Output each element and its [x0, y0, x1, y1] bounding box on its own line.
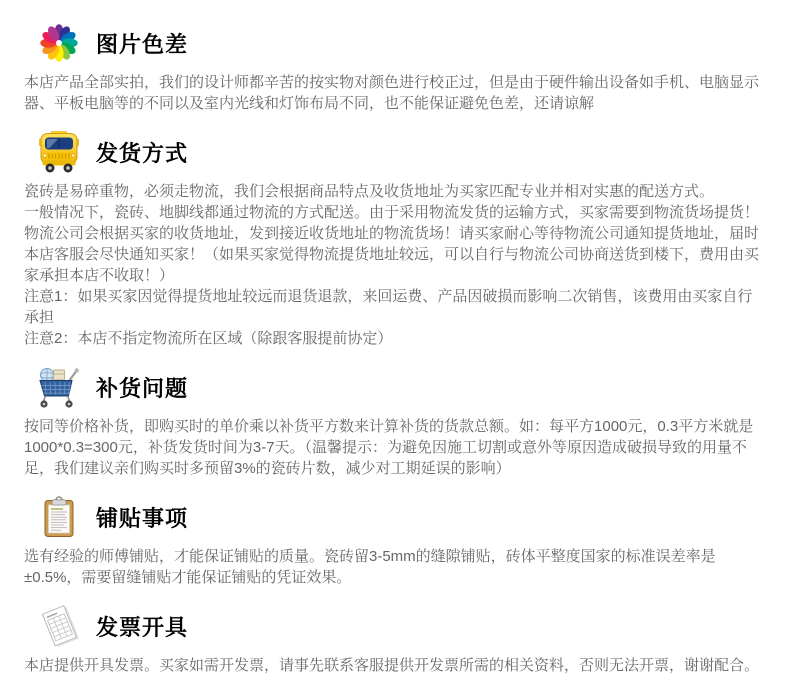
- body-paragraph: 选有经验的师傅铺贴，才能保证铺贴的质量。瓷砖留3-5mm的缝隙铺贴，砖体平整度国家的标准误差率是±0.5%，需要留缝铺贴才能保证铺贴的凭证效果。: [24, 548, 716, 586]
- cart-icon: [34, 362, 84, 412]
- section-invoice: [0, 601, 790, 676]
- section-body: [24, 546, 764, 588]
- color-wheel-icon: [34, 18, 84, 68]
- invoice-icon: [34, 601, 84, 651]
- section-header: [0, 492, 790, 542]
- truck-icon: [34, 127, 84, 177]
- section-color-difference: [0, 18, 790, 114]
- body-paragraph: 瓷砖是易碎重物，必须走物流，我们会根据商品特点及收货地址为买家匹配专业并相对实惠的配送方式。: [24, 183, 715, 200]
- section-header: [0, 601, 790, 651]
- section-title: 图片色差: [96, 31, 189, 57]
- section-header: [0, 18, 790, 68]
- section-title: 发票开具: [96, 614, 189, 640]
- body-paragraph: 按同等价格补货，即购买时的单价乘以补货平方数来计算补货的货款总额。如：每平方1000元，0.3平方米就是1000*0.3=300元，补货发货时间为3-7天。（温馨提示：为避免因施工切割或意外等原因造成破损导致的用量不足，我们建议亲们购买时多预留3%的瓷砖片数，减少对工期延误的影响）: [24, 418, 754, 477]
- clipboard-icon: [34, 492, 84, 542]
- section-body: [24, 181, 764, 349]
- section-body: [24, 655, 764, 676]
- section-header: [0, 362, 790, 412]
- section-body: [24, 416, 764, 479]
- body-paragraph: 本店提供开具发票。买家如需开发票，请事先联系客服提供开发票所需的相关资料，否则无法开票，谢谢配合。: [24, 657, 760, 674]
- section-restock: [0, 362, 790, 479]
- section-shipping-method: [0, 127, 790, 349]
- section-header: [0, 127, 790, 177]
- body-paragraph: 物流公司会根据买家的收货地址，发到接近收货地址的物流货场！请买家耐心等待物流公司通知提货地址，届时本店客服会尽快通知买家！（如果买家觉得物流提货地址较远，可以自行与物流公司协商送货到楼下，费用由买家承担本店不收取！）: [24, 225, 760, 284]
- body-paragraph: 一般情况下，瓷砖、地脚线都通过物流的方式配送。由于采用物流发货的运输方式，买家需要到物流货场提货！: [24, 204, 760, 221]
- body-paragraph: 注意2：本店不指定物流所在区域（除跟客服提前协定）: [24, 330, 393, 347]
- body-paragraph: 本店产品全部实拍，我们的设计师都辛苦的按实物对颜色进行校正过，但是由于硬件输出设备如手机、电脑显示器、平板电脑等的不同以及室内光线和灯饰布局不同，也不能保证避免色差，还请谅解: [24, 74, 760, 112]
- section-tiling-notes: [0, 492, 790, 588]
- body-paragraph: 注意1：如果买家因觉得提货地址较远而退货退款，来回运费、产品因破损而影响二次销售，该费用由买家自行承担: [24, 288, 753, 326]
- section-title: 补货问题: [96, 375, 189, 401]
- section-title: 发货方式: [96, 140, 189, 166]
- section-body: [24, 72, 764, 114]
- section-title: 铺贴事项: [96, 505, 189, 531]
